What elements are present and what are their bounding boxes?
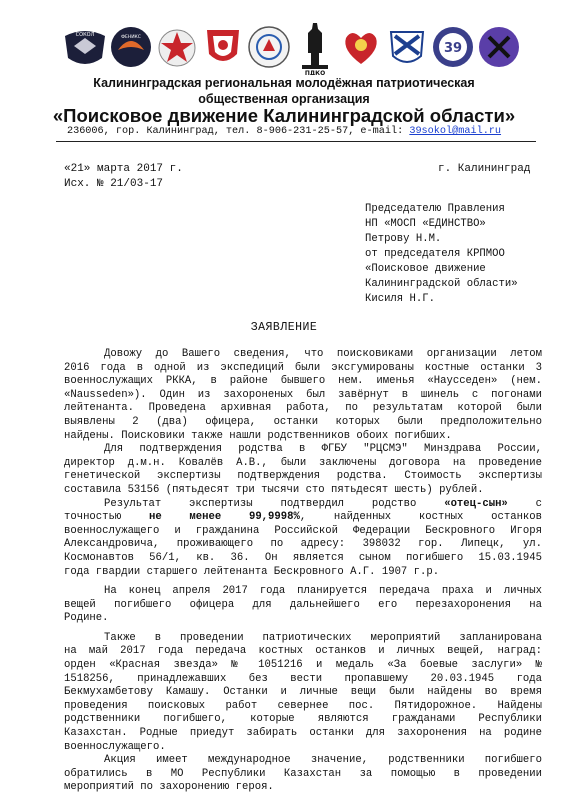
addressee-line: «Поисковое движение bbox=[365, 263, 486, 275]
logo-caption: 39 bbox=[443, 41, 463, 56]
body-line: Акция имеет международное значение, родственники погибшего bbox=[104, 754, 542, 767]
body-line: обратились в МО Республики Казахстан за помощью в проведении bbox=[64, 767, 542, 780]
body-line: Родине. bbox=[64, 612, 109, 625]
body-text: Результат экспертизы подтвердил родство bbox=[104, 497, 445, 510]
logo-row bbox=[62, 18, 522, 76]
crossed-tools-icon bbox=[476, 24, 522, 70]
body-line: найдены. Поисковики также нашли родственников обоих погибших. bbox=[64, 429, 452, 442]
addressee-line: Калининградской области» bbox=[365, 278, 518, 290]
body-line: военнослужащего и гражданина Российской Федерации Бескровного Игоря bbox=[64, 524, 542, 537]
body-line: военнослужащего. bbox=[64, 740, 166, 753]
body-line bbox=[64, 498, 542, 512]
body-line: на май 2017 года передача костных останков и личных вещей, наград: bbox=[64, 645, 542, 658]
star-badge-icon bbox=[154, 24, 200, 70]
email-link[interactable]: 39sokol@mail.ru bbox=[409, 126, 502, 137]
feniks-badge-icon bbox=[108, 24, 154, 70]
body-line: Бекмухамбетову Камашу. Останки и личные вещи были найдены во время bbox=[64, 686, 542, 699]
body-line: лейтенанта. Проведена архивная работа, по результатам которой были bbox=[64, 402, 542, 415]
contact-line bbox=[0, 125, 568, 139]
heart-badge-icon bbox=[338, 24, 384, 70]
body-line: генетической экспертизы подтверждения родства. Стоимость экспертизы bbox=[64, 470, 542, 483]
round-emblem-icon bbox=[246, 24, 292, 70]
body-line: орден «Красная звезда» № 1051216 и медаль «За боевые заслуги» № bbox=[64, 659, 542, 672]
addressee-line: НП «МОСП «ЕДИНСТВО» bbox=[365, 218, 486, 230]
org-name-line-1: Калининградская региональная молодёжная патриотическая bbox=[93, 76, 475, 90]
addressee-block bbox=[365, 202, 518, 307]
body-line: проведения поисковых работ севернее пос. Пятидорожное. Найдены bbox=[64, 699, 542, 712]
org-name-line-2: общественная организация bbox=[198, 92, 370, 106]
addressee-line: Петрову Н.М. bbox=[365, 233, 442, 245]
body-line: Довожу до Вашего сведения, что поисковиками организации летом bbox=[104, 348, 542, 360]
header-divider bbox=[56, 141, 536, 142]
body-line: родственники погибшего, которые являются гражданами Республики bbox=[64, 713, 542, 726]
body-line: «Nausseden»). Один из захороненых был завёрнут в шинель с погонами bbox=[64, 388, 542, 401]
body-line: военнослужащих РККА, в районе бывшего нем. именья «Наусседен» (нем. bbox=[64, 375, 542, 388]
highlight-text: не менее 99,9998% bbox=[148, 511, 300, 524]
document-title: ЗАЯВЛЕНИЕ bbox=[250, 321, 318, 334]
addressee-line: от председателя КРПМОО bbox=[365, 248, 505, 260]
body-line: На конец апреля 2017 года планируется передача праха и личных bbox=[104, 585, 542, 598]
document-body bbox=[64, 348, 542, 795]
body-line: мероприятий по захоронению героя. bbox=[64, 781, 274, 794]
body-line: директор д.м.н. Ковалёв А.В., были заключены договора на проведение bbox=[64, 456, 542, 469]
shield-badge-icon bbox=[200, 24, 246, 70]
letter-date: «21» марта 2017 г. bbox=[64, 163, 183, 175]
letter-city: г. Калининград bbox=[438, 163, 531, 175]
body-line: Также в проведении патриотических мероприятий запланирована bbox=[104, 631, 542, 644]
logo-caption: ПДКО bbox=[304, 70, 326, 75]
navy-flag-icon bbox=[384, 24, 430, 70]
body-line: Космонавтов 56/1, кв. 36. Он является сыном погибшего 15.03.1945 bbox=[64, 551, 542, 564]
body-line: Для подтверждения родства в ФГБУ "РЦСМЭ" Минздрава России, bbox=[104, 443, 542, 456]
body-line: составила 53156 (пятьдесят три тысячи сто пятьдесят шесть) рублей. bbox=[64, 483, 484, 496]
soldier-monument-icon bbox=[292, 24, 338, 75]
sokol-badge-icon bbox=[62, 24, 108, 70]
org-title: «Поисковое движение Калининградской области» bbox=[52, 105, 516, 126]
logo-caption: СОКОЛ bbox=[75, 32, 95, 38]
body-line: 2016 года в одной из экспедиций были эксгумированы костные останки 3 bbox=[64, 361, 542, 374]
body-line: 1518256, принадлежавших без вести пропавшему 20.03.1945 года bbox=[64, 672, 542, 685]
body-line: выявлены 2 (два) офицера, останки которых были предположительно bbox=[64, 415, 542, 428]
body-text: с bbox=[507, 497, 542, 510]
highlight-text: «отец-сын» bbox=[444, 497, 508, 510]
body-line bbox=[64, 511, 542, 525]
body-line: вещей погибшего офицера для дальнейшего его перезахоронения на bbox=[64, 598, 542, 611]
number-39-icon bbox=[430, 24, 476, 70]
body-line: года гвардии старшего лейтенанта Бескровного А.Г. 1907 г.р. bbox=[64, 565, 440, 578]
body-text: точностью bbox=[64, 511, 149, 524]
addressee-line: Кисиля Н.Г. bbox=[365, 293, 435, 305]
body-text: , найденных костных останков bbox=[299, 511, 542, 524]
outgoing-number: Исх. № 21/03-17 bbox=[64, 178, 164, 190]
body-line: Александровича, проживающего по адресу: 398032 гор. Липецк, ул. bbox=[64, 538, 542, 551]
logo-caption: ФЕНИКС bbox=[121, 35, 141, 40]
addressee-line: Председателю Правления bbox=[365, 203, 505, 215]
contact-text: 236006, гор. Калининград, тел. 8-906-231-25-57, e-mail: bbox=[66, 126, 410, 137]
body-line: Казахстан. Родные приедут забирать останки для захоронения на родине bbox=[64, 727, 542, 740]
